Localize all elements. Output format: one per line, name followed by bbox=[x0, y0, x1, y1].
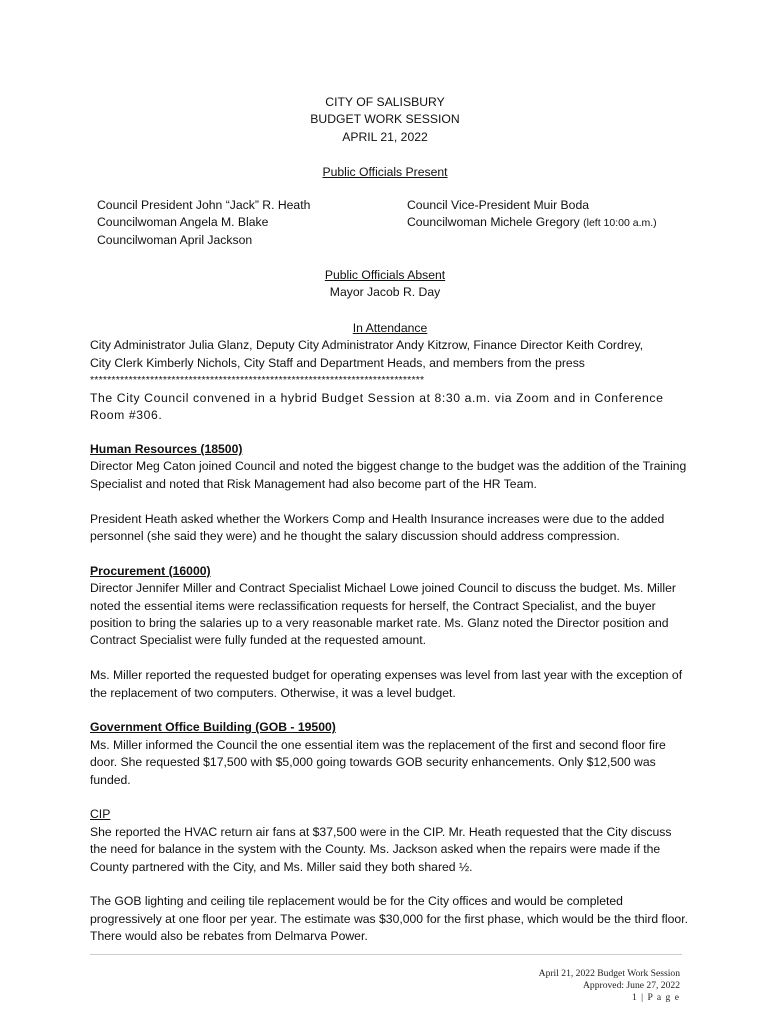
spacer bbox=[0, 146, 770, 163]
session-title: BUDGET WORK SESSION bbox=[310, 112, 460, 127]
paragraph: Director Jennifer Miller and Contract Specialist Michael Lowe joined Council to discuss the budget. Ms. Miller noted the essential items were reclassification requests for herself, the Contract Specialist, and the buyer position to bring the salaries up to a very reasonable market rate. Ms. Glanz noted the Director position and Contract Specialist were fully funded at the requested amount. bbox=[90, 581, 676, 648]
paragraph: Ms. Miller reported the requested budget for operating expenses was level from last year with the exception of the replacement of two computers. Otherwise, it was a level budget. bbox=[90, 668, 683, 700]
minutes-body bbox=[90, 441, 690, 963]
officials-absent bbox=[0, 267, 770, 302]
section-title-hr: Human Resources (18500) bbox=[90, 442, 243, 456]
absent-heading: Public Officials Absent bbox=[324, 268, 446, 282]
official-name: Council President John “Jack” R. Heath bbox=[97, 198, 311, 212]
officials-right-column bbox=[407, 197, 657, 233]
attendance-line: City Clerk Kimberly Nichols, City Staff and Department Heads, and members from the press bbox=[90, 355, 585, 370]
official-name: Councilwoman Angela M. Blake bbox=[97, 215, 269, 230]
paragraph: Ms. Miller informed the Council the one essential item was the replacement of the first and second floor fire door. She requested $17,500 with $5,000 going towards GOB security enhancements. Only $12,500 was funded. bbox=[90, 737, 666, 787]
official-name-with-note bbox=[407, 214, 657, 232]
official-name: Councilwoman April Jackson bbox=[97, 232, 253, 247]
footer-divider bbox=[90, 954, 682, 955]
official-name: Councilwoman Michele Gregory bbox=[407, 215, 580, 230]
attendance-section bbox=[90, 320, 690, 424]
footer-session: April 21, 2022 Budget Work Session bbox=[538, 968, 680, 979]
paragraph: The GOB lighting and ceiling tile replacement would be for the City offices and would be completed progressively at one floor per year. The estimate was $30,000 for the first phase, which would be the third floor. There would also be rebates from Delmarva Power. bbox=[90, 894, 688, 944]
page-number: 1 | P a g e bbox=[631, 992, 680, 1003]
document-header bbox=[0, 94, 770, 181]
page-footer bbox=[539, 968, 680, 1004]
section-title-cip: CIP bbox=[90, 807, 111, 822]
section-title-procurement: Procurement (16000) bbox=[90, 563, 211, 578]
convened-text: Room #306. bbox=[90, 408, 163, 423]
separator-stars: ****************************************************************************** bbox=[90, 374, 425, 387]
official-note: (left 10:00 a.m.) bbox=[583, 217, 657, 230]
footer-approved: Approved: June 27, 2022 bbox=[583, 980, 680, 991]
paragraph: President Heath asked whether the Workers Comp and Health Insurance increases were due to the added personnel (she said they were) and he thought the salary discussion should address compression. bbox=[90, 511, 665, 544]
official-name: Council Vice-President Muir Boda bbox=[407, 198, 589, 212]
officials-left-column bbox=[97, 197, 310, 249]
convened-text: The City Council convened in a hybrid Budget Session at 8:30 a.m. via Zoom and in Conference bbox=[90, 390, 664, 405]
attendance-line: City Administrator Julia Glanz, Deputy City Administrator Andy Kitzrow, Finance Director Keith Cordrey, bbox=[90, 338, 644, 353]
attendance-heading: In Attendance bbox=[352, 321, 428, 335]
section-title-gob: Government Office Building (GOB - 19500) bbox=[90, 720, 336, 735]
city-name: CITY OF SALISBURY bbox=[325, 95, 445, 109]
absent-name: Mayor Jacob R. Day bbox=[329, 285, 441, 300]
paragraph: Director Meg Caton joined Council and noted the biggest change to the budget was the addition of the Training Specialist and noted that Risk Management had also become part of the HR Team. bbox=[90, 459, 687, 491]
paragraph: She reported the HVAC return air fans at $37,500 were in the CIP. Mr. Heath requested that the City discuss the need for balance in the system with the County. Ms. Jackson asked when the repairs were made if the County partnered with the City, and Ms. Miller said they both shared ½. bbox=[90, 824, 672, 874]
session-date: APRIL 21, 2022 bbox=[342, 129, 428, 144]
present-heading: Public Officials Present bbox=[322, 164, 448, 179]
